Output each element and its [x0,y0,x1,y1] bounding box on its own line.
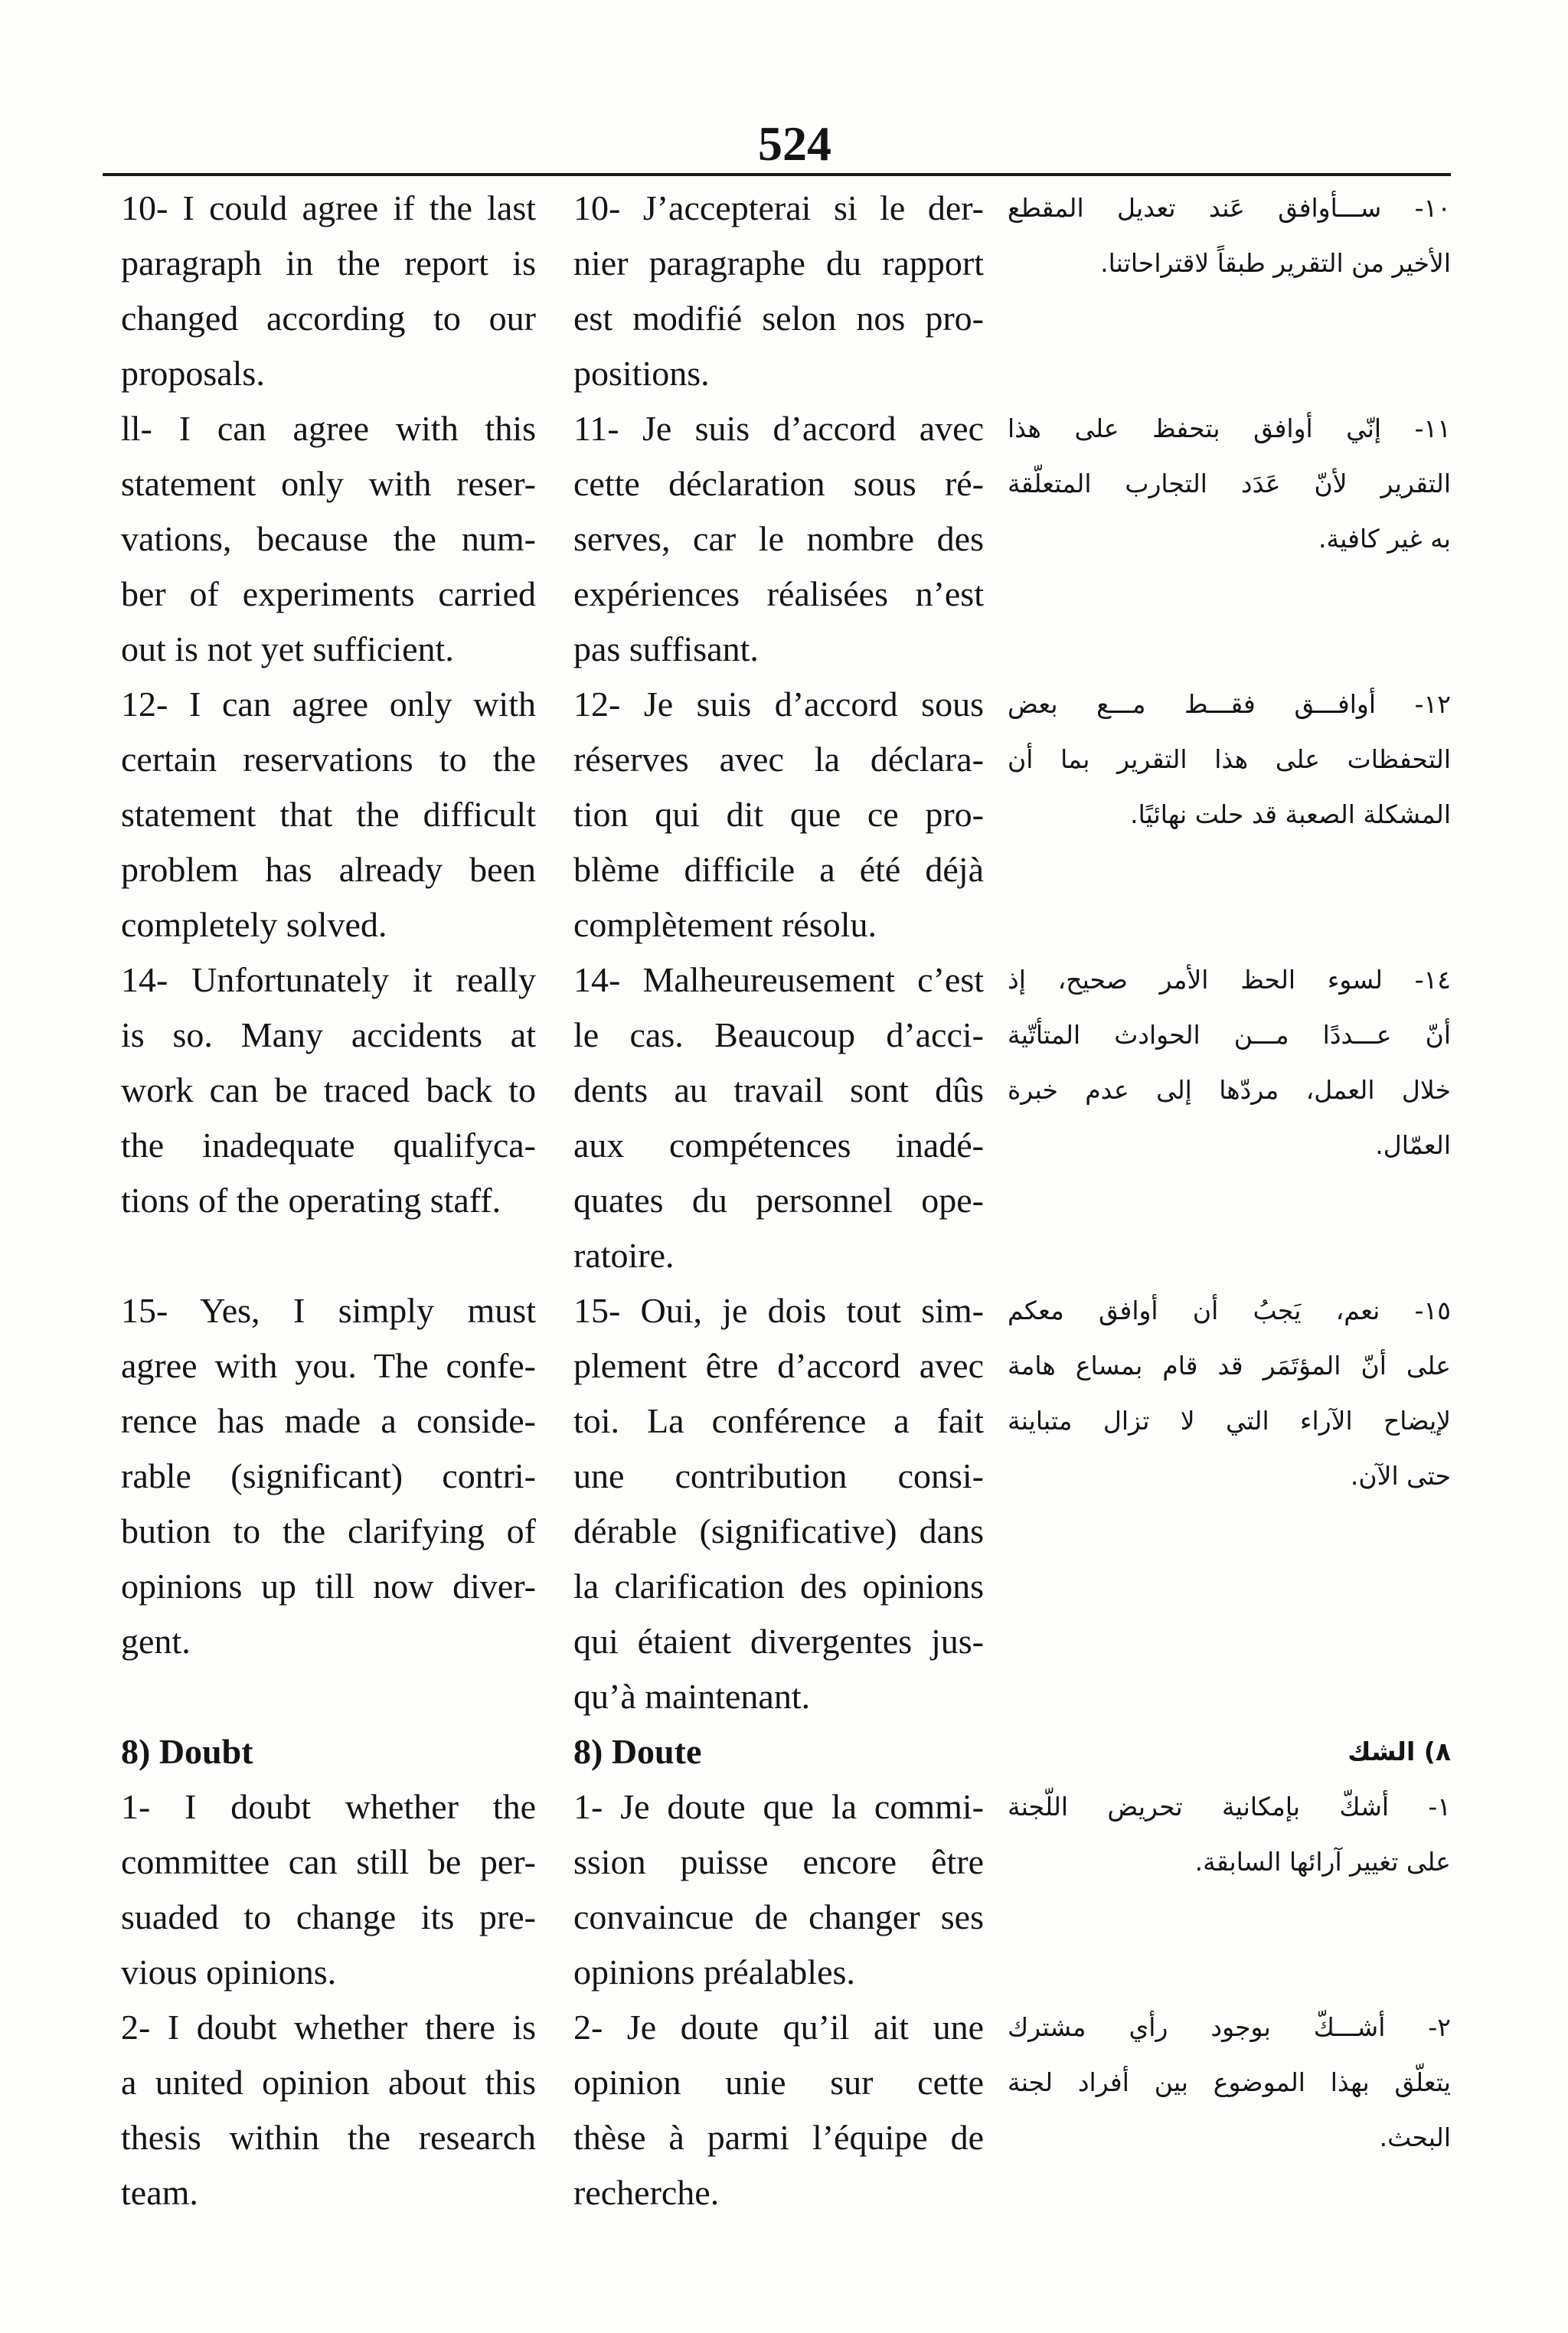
french-text-line: 14- Malheureusement c’est [573,960,984,999]
french-text-line: recherche. [573,2173,720,2212]
arabic-text-line: حتى الآن. [1350,1461,1451,1491]
english-text-line: statement only with reser- [121,464,536,503]
english-text-line: rable (significant) contri- [121,1456,536,1495]
english-entry-text [121,1779,536,2000]
english-text-line: the inadequate qualifyca- [121,1126,536,1165]
english-text-line: paragraph in the report is [121,243,536,283]
header-rule [103,173,1451,176]
arabic-entry-text [1008,401,1451,567]
english-text-line: agree with you. The confe- [121,1346,536,1385]
french-text-line: dérable (significative) dans [573,1511,984,1550]
english-text-line: 14- Unfortunately it really [121,960,536,999]
section-heading-english: 8) Doubt [121,1732,253,1771]
french-column-text [573,1724,984,1779]
french-text-line: serves, car le nombre des [573,519,984,558]
arabic-text-line: الأخير من التقرير طبقاً لاقتراحاتنا. [1100,248,1451,278]
english-text-line: completely solved. [121,905,387,944]
french-text-line: est modifié selon nos pro- [573,299,984,338]
arabic-text-line: المشكلة الصعبة قد حلت نهائيًا. [1130,799,1451,829]
french-text-line: ssion puisse encore être [573,1842,984,1881]
french-text-line: 15- Oui, je dois tout sim- [573,1291,984,1330]
french-text-line: opinions préalables. [573,1952,855,1992]
entry-row [0,1283,1455,1724]
english-text-line: gent. [121,1622,191,1661]
english-entry-text [121,401,536,677]
entry-row [0,181,1455,401]
arabic-text-line: يتعلّق بهذا الموضوع بين أفراد لجنة [1008,2067,1451,2097]
arabic-entry-text [1008,2000,1451,2165]
french-text-line: 12- Je suis d’accord sous [573,685,984,724]
arabic-text-line: أنّ عـــددًا مـــن الحوادث المتأتّية [1008,1020,1451,1050]
french-text-line: réserves avec la déclara- [573,740,984,779]
english-text-line: certain reservations to the [121,740,536,779]
french-text-line: pas suffisant. [573,629,759,668]
arabic-text-line: ١- أشكّ بإمكانية تحريض اللّجنة [1008,1792,1451,1822]
english-entry-text [121,1283,536,1669]
french-text-line: 11- Je suis d’accord avec [573,409,984,448]
english-text-line: team. [121,2173,198,2212]
arabic-text-line: ١١- إنّي أوافق بتحفظ على هذا [1008,413,1451,443]
french-text-line: qui étaient divergentes jus- [573,1622,984,1661]
french-text-line: qu’à maintenant. [573,1677,811,1716]
section-heading-row [0,1724,1455,1779]
english-text-line: bution to the clarifying of [121,1511,536,1550]
phrase-entries [0,181,1455,1724]
section-heading-arabic: ٨) الشك [1348,1737,1451,1766]
arabic-text-line: ١٤- لسوء الحظ الأمر صحيح، إذ [1008,965,1451,995]
french-text-line: tion qui dit que ce pro- [573,795,984,834]
english-entry-text [121,677,536,952]
english-text-line: ber of experiments carried [121,574,536,613]
english-text-line: a united opinion about this [121,2063,536,2102]
english-text-line: opinions up till now diver- [121,1567,536,1606]
arabic-text-line: على تغيير آرائها السابقة. [1194,1847,1451,1877]
arabic-entry-text [1008,181,1451,291]
english-text-line: is so. Many accidents at [121,1015,536,1054]
entry-row [0,1779,1455,2000]
french-text-line: toi. La conférence a fait [573,1401,984,1440]
french-text-line: 2- Je doute qu’il ait une [573,2008,984,2047]
trilingual-text-body [0,181,1455,2220]
english-entry-text [121,2000,536,2220]
english-text-line: rence has made a conside- [121,1401,536,1440]
english-entry-text [121,181,536,401]
french-entry-text [573,181,984,401]
english-text-line: 2- I doubt whether there is [121,2008,536,2047]
arabic-text-line: التقرير لأنّ عَدَد التجارب المتعلّقة [1008,469,1451,498]
page-number: 524 [758,116,831,171]
english-column-text [121,1724,536,1779]
french-text-line: expériences réalisées n’est [573,574,984,613]
arabic-entry-text [1008,677,1451,842]
french-text-line: thèse à parmi l’équipe de [573,2118,984,2157]
french-text-line: convaincue de changer ses [573,1897,984,1936]
french-text-line: le cas. Beaucoup d’acci- [573,1015,984,1054]
arabic-entry-text [1008,1283,1451,1504]
french-text-line: plement être d’accord avec [573,1346,984,1385]
arabic-entry-text [1008,952,1451,1173]
english-text-line: proposals. [121,354,265,393]
entry-row [0,677,1455,952]
english-text-line: statement that the difficult [121,795,536,834]
arabic-text-line: خلال العمل، مردّها إلى عدم خبرة [1008,1075,1451,1105]
english-text-line: thesis within the research [121,2118,536,2157]
arabic-text-line: على أنّ المؤتَمَر قد قام بمساع هامة [1008,1351,1451,1381]
english-text-line: suaded to change its pre- [121,1897,536,1936]
english-text-line: 12- I can agree only with [121,685,536,724]
french-entry-text [573,1779,984,2000]
french-entry-text [573,2000,984,2220]
english-text-line: 10- I could agree if the last [121,188,536,227]
english-text-line: vations, because the num- [121,519,536,558]
english-text-line: ll- I can agree with this [121,409,536,448]
entry-row [0,952,1455,1283]
french-text-line: 1- Je doute que la commi- [573,1787,984,1826]
english-text-line: work can be traced back to [121,1070,536,1109]
entry-row [0,401,1455,677]
english-text-line: vious opinions. [121,1952,337,1992]
french-text-line: ratoire. [573,1236,675,1275]
french-text-line: quates du personnel ope- [573,1181,984,1220]
english-text-line: changed according to our [121,299,536,338]
arabic-text-line: البحث. [1379,2122,1451,2152]
arabic-text-line: لإيضاح الآراء التي لا تزال متباينة [1008,1406,1451,1436]
french-text-line: complètement résolu. [573,905,877,944]
arabic-entry-text [1008,1779,1451,1890]
french-entry-text [573,952,984,1283]
arabic-text-line: ٢- أشـــكّ بوجود رأي مشترك [1008,2012,1451,2042]
french-text-line: aux compétences inadé- [573,1126,984,1165]
french-text-line: nier paragraphe du rapport [573,243,984,283]
entry-row [0,2000,1455,2220]
english-text-line: 1- I doubt whether the [121,1787,536,1826]
french-text-line: 10- J’accepterai si le der- [573,188,984,227]
arabic-text-line: به غير كافية. [1318,524,1451,554]
french-text-line: opinion unie sur cette [573,2063,984,2102]
english-text-line: 15- Yes, I simply must [121,1291,536,1330]
french-entry-text [573,1283,984,1724]
arabic-text-line: ١٢- أوافـــق فقـــط مـــع بعض [1008,689,1451,719]
french-text-line: positions. [573,354,710,393]
english-text-line: committee can still be per- [121,1842,536,1881]
arabic-text-line: العمّال. [1375,1130,1451,1160]
arabic-text-line: ١٠- ســـأوافق عَند تعديل المقطع [1008,193,1451,223]
french-entry-text [573,401,984,677]
french-entry-text [573,677,984,952]
french-text-line: la clarification des opinions [573,1567,984,1606]
section-phrase-entries [0,1779,1455,2220]
english-text-line: tions of the operating staff. [121,1181,501,1220]
arabic-column-text [1008,1724,1451,1779]
french-text-line: cette déclaration sous ré- [573,464,984,503]
section-heading-french: 8) Doute [573,1732,702,1771]
french-text-line: blème difficile a été déjà [573,850,984,889]
english-entry-text [121,952,536,1228]
french-text-line: une contribution consi- [573,1456,984,1495]
english-text-line: problem has already been [121,850,536,889]
french-text-line: dents au travail sont dûs [573,1070,984,1109]
arabic-text-line: ١٥- نعم، يَجبُ أن أوافق معكم [1008,1296,1451,1325]
english-text-line: out is not yet sufficient. [121,629,454,668]
arabic-text-line: التحفظات على هذا التقرير بما أن [1008,744,1451,774]
